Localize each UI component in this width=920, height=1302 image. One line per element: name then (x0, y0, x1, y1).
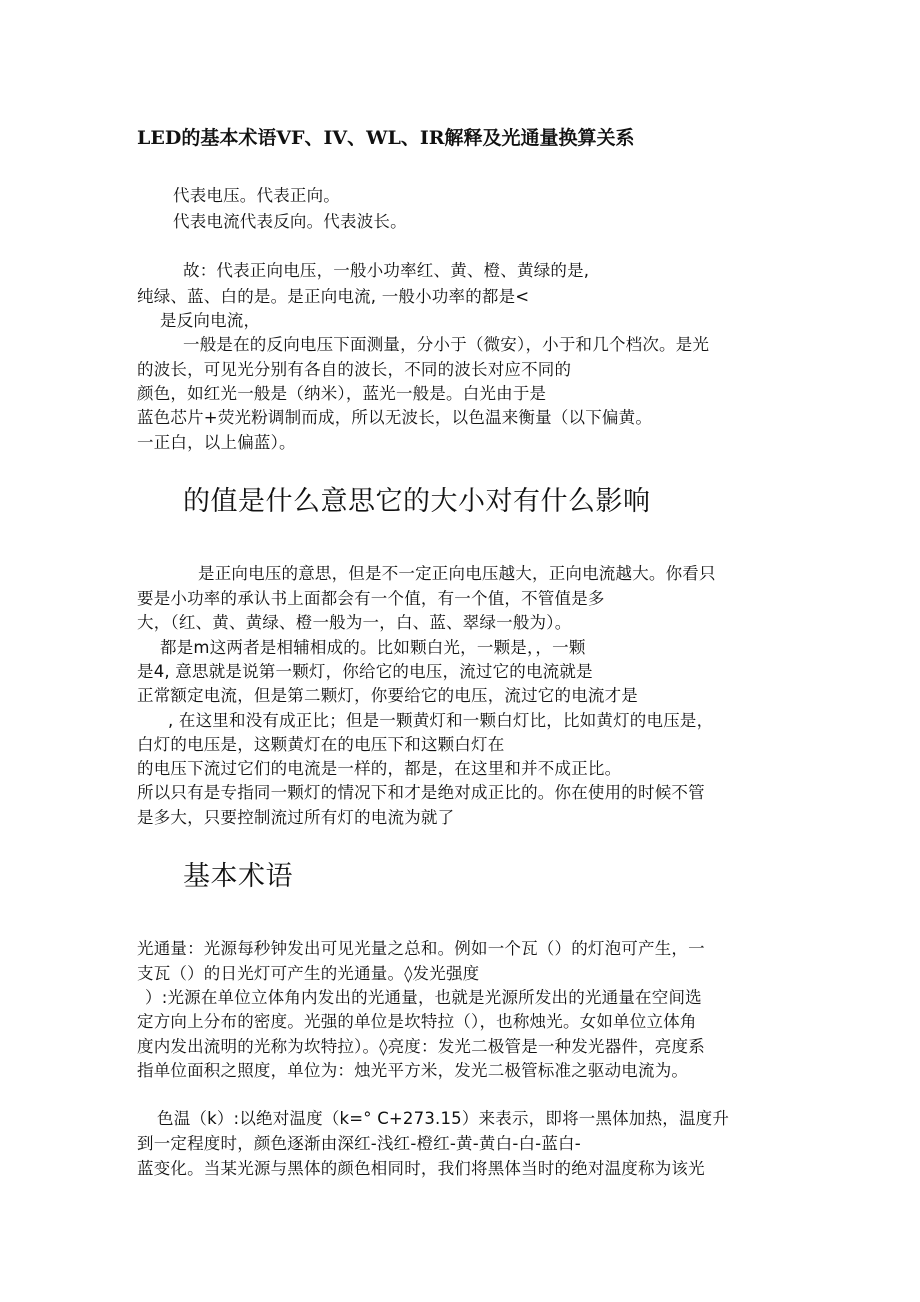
paragraph-line: 一正白，以上偏蓝）。 (137, 433, 296, 452)
paragraph-line: 度内发出流明的光称为坎特拉）。◊亮度：发光二极管是一种发光器件，亮度系 (137, 1037, 705, 1056)
paragraph-line: 光通量：光源每秒钟发出可见光量之总和。例如一个瓦（）的灯泡可产生，一 (137, 939, 705, 958)
paragraph-line: 所以只有是专指同一颗灯的情况下和才是绝对成正比的。你在使用的时候不管 (137, 783, 705, 802)
paragraph-line: ）:光源在单位立体角内发出的光通量，也就是光源所发出的光通量在空间选 (145, 988, 702, 1007)
paragraph-line: 颜色，如红光一般是（纳米），蓝光一般是。白光由于是 (137, 384, 547, 403)
document-title: LED的基本术语VF、IV、WL、IR解释及光通量换算关系 (137, 127, 635, 149)
paragraph-line: 代表电压。代表正向。 (173, 186, 340, 205)
paragraph-line: 大，（红、黄、黄绿、橙一般为一，白、蓝、翠绿一般为）。 (137, 613, 572, 632)
paragraph-line: 定方向上分布的密度。光强的单位是坎特拉（），也称烛光。女如单位立体角 (137, 1012, 697, 1031)
paragraph-line: 是4, 意思就是说第一颗灯，你给它的电压，流过它的电流就是 (137, 662, 593, 681)
paragraph-line: , 在这里和没有成正比；但是一颗黄灯和一颗白灯比，比如黄灯的电压是， (168, 711, 714, 730)
paragraph-line: 到一定程度时，颜色逐渐由深红-浅红-橙红-黄-黄白-白-蓝白- (137, 1134, 581, 1153)
section-heading: 基本术语 (183, 861, 293, 892)
section-heading: 的值是什么意思它的大小对有什么影响 (183, 486, 651, 517)
paragraph-line: 蓝色芯片+荧光粉调制而成，所以无波长，以色温来衡量（以下偏黄。 (137, 408, 653, 427)
paragraph-line: 白灯的电压是，这颗黄灯在的电压下和这颗白灯在 (137, 735, 505, 754)
paragraph-line: 蓝变化。当某光源与黑体的颜色相同时，我们将黑体当时的绝对温度称为该光 (137, 1159, 705, 1178)
paragraph-line: 故：代表正向电压，一般小功率红、黄、橙、黄绿的是, (183, 261, 590, 280)
paragraph-line: 一般是在的反向电压下面测量，分小于（微安），小于和几个档次。是光 (183, 335, 710, 354)
paragraph-line: 都是m这两者是相辅相成的。比如颗白光，一颗是，，一颗 (160, 638, 586, 657)
paragraph-line: 要是小功率的承认书上面都会有一个值，有一个值，不管值是多 (137, 589, 605, 608)
paragraph-line: 的电压下流过它们的电流是一样的，都是，在这里和并不成正比。 (137, 759, 622, 778)
paragraph-line: 指单位面积之照度，单位为：烛光平方米，发光二极管标准之驱动电流为。 (137, 1061, 689, 1080)
paragraph-line: 代表电流代表反向。代表波长。 (173, 212, 407, 231)
paragraph-line: 纯绿、蓝、白的是。是正向电流, 一般小功率的都是< (137, 287, 530, 306)
paragraph-line: 是反向电流， (160, 311, 261, 330)
paragraph-line: 是多大，只要控制流过所有灯的电流为就了 (137, 808, 455, 827)
paragraph-line: 支瓦（）的日光灯可产生的光通量。◊发光强度 (137, 964, 480, 983)
paragraph-line: 色温（k）:以绝对温度（k=° C+273.15）来表示，即将一黑体加热，温度升 (157, 1109, 730, 1128)
paragraph-line: 正常额定电流，但是第二颗灯，你要给它的电压，流过它的电流才是 (137, 686, 638, 705)
paragraph-line: 的波长，可见光分别有各自的波长，不同的波长对应不同的 (137, 360, 572, 379)
paragraph-line: 是正向电压的意思，但是不一定正向电压越大，正向电流越大。你看只 (198, 564, 716, 583)
